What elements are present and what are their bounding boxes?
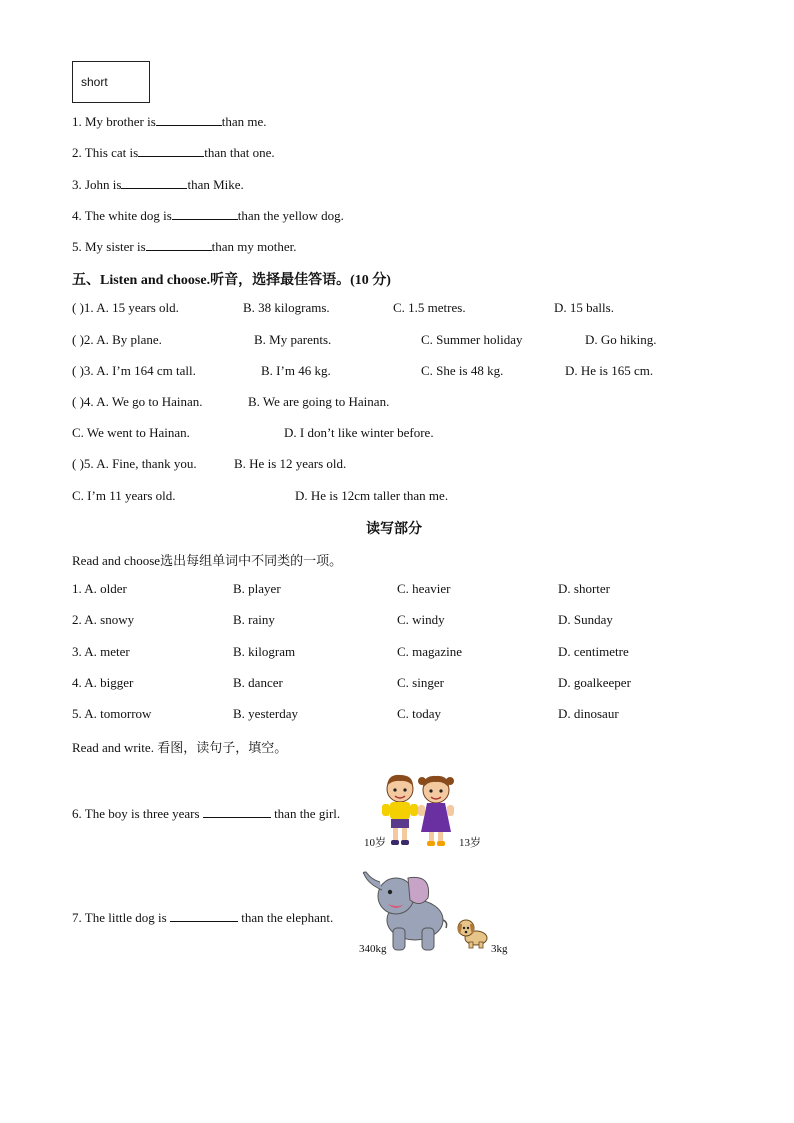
rc-row-4-b: B. dancer	[233, 675, 283, 690]
q3-option-b: B. I’m 46 kg.	[261, 363, 331, 378]
q3-option-a: ( )3. A. I’m 164 cm tall.	[72, 363, 196, 378]
rc-row-1-c: C. heavier	[397, 581, 451, 596]
rc-row-3-c: C. magazine	[397, 644, 462, 659]
rc-row-1-a: 1. A. older	[72, 581, 127, 596]
read-write-instruction: Read and write. 看图，读句子，填空。	[72, 740, 288, 755]
elephant-weight-label: 340kg	[359, 943, 387, 955]
q2-option-d: D. Go hiking.	[585, 332, 657, 347]
q1-option-d: D. 15 balls.	[554, 300, 614, 315]
boy-age-label: 10岁	[364, 837, 386, 849]
rc-row-2-d: D. Sunday	[558, 612, 613, 627]
rc-row-5-d: D. dinosaur	[558, 706, 619, 721]
rc-row-5-b: B. yesterday	[233, 706, 298, 721]
fill-sentence-4: 4. The white dog is than the yellow dog.	[72, 208, 344, 223]
rc-row-1-b: B. player	[233, 581, 281, 596]
rc-row-2-c: C. windy	[397, 612, 445, 627]
fill-sentence-5: 5. My sister is than my mother.	[72, 239, 297, 254]
q1-option-a: ( )1. A. 15 years old.	[72, 300, 179, 315]
read-choose-instruction: Read and choose选出每组单词中不同类的一项。	[72, 553, 343, 568]
dog-illustration	[456, 916, 490, 950]
rc-row-5-a: 5. A. tomorrow	[72, 706, 152, 721]
rc-row-3-a: 3. A. meter	[72, 644, 130, 659]
q4-option-d: D. I don’t like winter before.	[284, 425, 434, 440]
rc-row-2-b: B. rainy	[233, 612, 275, 627]
q5-option-d: D. He is 12cm taller than me.	[295, 488, 449, 503]
q4-option-c: C. We went to Hainan.	[72, 425, 190, 440]
fill-sentence-3: 3. John is than Mike.	[72, 177, 244, 192]
rw-question-6: 6. The boy is three years than the girl.	[72, 806, 341, 821]
answer-blank[interactable]	[156, 113, 222, 126]
dog-weight-label: 3kg	[491, 943, 508, 955]
q2-option-c: C. Summer holiday	[421, 332, 523, 347]
reading-writing-title: 读写部分	[366, 522, 422, 537]
q1-option-c: C. 1.5 metres.	[393, 300, 466, 315]
answer-blank[interactable]	[138, 144, 204, 157]
q4-option-b: B. We are going to Hainan.	[248, 394, 390, 409]
fill-sentence-2: 2. This cat is than that one.	[72, 145, 275, 160]
girl-illustration	[414, 772, 458, 848]
q3-option-d: D. He is 165 cm.	[565, 363, 654, 378]
section-5-heading: 五、Listen and choose.听音，选择最佳答语。(10 分)	[72, 273, 391, 288]
answer-blank[interactable]	[121, 176, 187, 189]
word-box-text: short	[81, 75, 108, 89]
rc-row-4-c: C. singer	[397, 675, 444, 690]
rc-row-3-d: D. centimetre	[558, 644, 629, 659]
rc-row-3-b: B. kilogram	[233, 644, 296, 659]
rc-row-1-d: D. shorter	[558, 581, 610, 596]
word-box	[72, 61, 150, 103]
q4-option-a: ( )4. A. We go to Hainan.	[72, 394, 203, 409]
answer-blank[interactable]	[203, 805, 271, 818]
q1-option-b: B. 38 kilograms.	[243, 300, 330, 315]
fill-sentence-1: 1. My brother is than me.	[72, 114, 267, 129]
q5-option-b: B. He is 12 years old.	[234, 456, 347, 471]
answer-blank[interactable]	[146, 238, 212, 251]
girl-age-label: 13岁	[459, 837, 481, 849]
q5-option-a: ( )5. A. Fine, thank you.	[72, 456, 197, 471]
q2-option-a: ( )2. A. By plane.	[72, 332, 162, 347]
rw-question-7: 7. The little dog is than the elephant.	[72, 910, 334, 925]
q5-option-c: C. I’m 11 years old.	[72, 488, 176, 503]
rc-row-4-d: D. goalkeeper	[558, 675, 631, 690]
q3-option-c: C. She is 48 kg.	[421, 363, 504, 378]
rc-row-5-c: C. today	[397, 706, 442, 721]
rc-row-4-a: 4. A. bigger	[72, 675, 134, 690]
rc-row-2-a: 2. A. snowy	[72, 612, 135, 627]
q2-option-b: B. My parents.	[254, 332, 332, 347]
answer-blank[interactable]	[172, 207, 238, 220]
answer-blank[interactable]	[170, 909, 238, 922]
